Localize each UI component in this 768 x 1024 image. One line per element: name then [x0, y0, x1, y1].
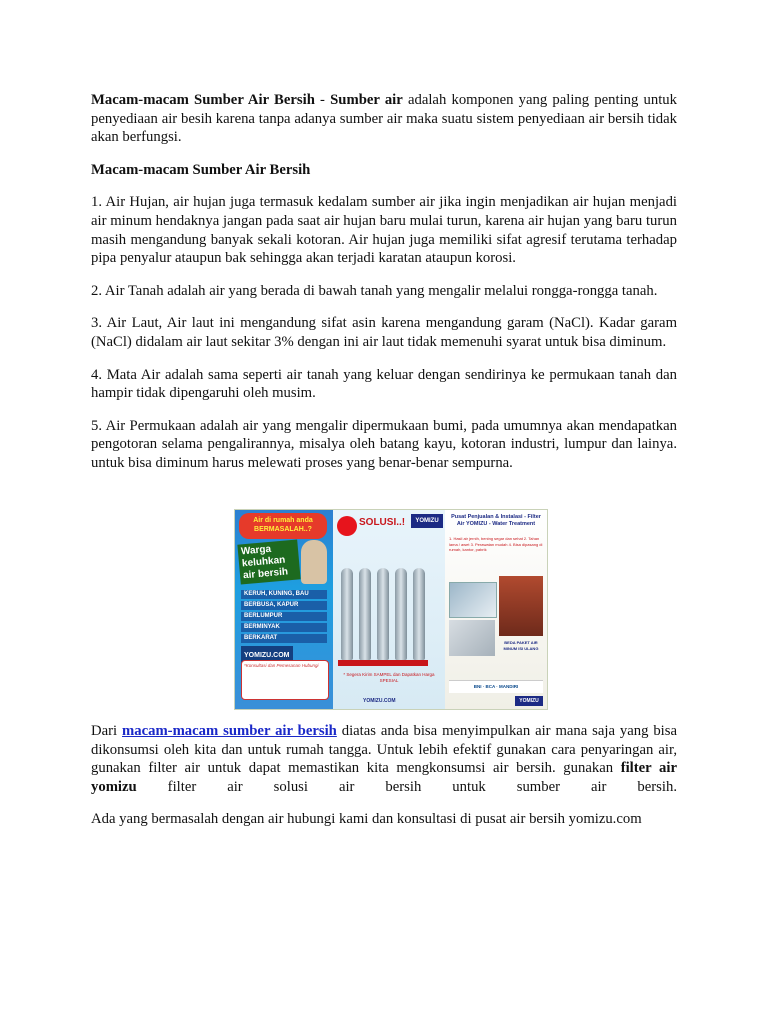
list-item-mata-air: 4. Mata Air adalah sama seperti air tanah yang keluar dengan sendirinya ke permukaan tanah dan hampir tidak dipengaruhi oleh musim. [91, 366, 677, 402]
list-item-air-permukaan: 5. Air Permukaan adalah air yang mengalir dipermukaan bumi, pada umumnya akan mendapatkan pengotoran selama pengalirannya, misalya oleh batang kayu, kotoran industri, lumpur dan lainya. untuk bisa diminum harus melewati proses yang benar-benar sempurna. [91, 417, 677, 471]
tank-label [392, 660, 410, 666]
ad-brand-logo: YOMIZU [411, 514, 443, 528]
ad-note-box [241, 660, 329, 700]
filter-tank-icon [359, 568, 371, 660]
ad-problem-item: BERMINYAK [241, 623, 327, 632]
contact-line: Ada yang bermasalah dengan air hubungi kami dan konsultasi di pusat air bersih yomizu.com [91, 811, 642, 828]
intro-text: adalah komponen yang paling penting untuk penyediaan air besih karena tanpa adanya sumber air maka suatu sistem penyediaan air bersih tidak akan berfungsi. [91, 92, 677, 146]
person-illustration [301, 540, 327, 584]
advertisement-image [234, 509, 548, 710]
sumber-air-link[interactable]: macam-macam sumber air bersih [122, 723, 337, 739]
section-heading: Macam-macam Sumber Air Bersih [91, 161, 311, 178]
intro-title: Macam-macam Sumber Air Bersih [91, 92, 315, 108]
intro-separator: - [314, 92, 331, 108]
tank-label [356, 660, 374, 666]
ad-brand-logo-right: YOMIZU [515, 696, 543, 706]
closing-lead: Dari [91, 723, 122, 739]
ad-problem-item: BERLUMPUR [241, 612, 327, 621]
ad-middle-panel [333, 510, 445, 709]
ad-problem-item: BERKARAT [241, 634, 327, 643]
ad-bubble: Air di rumah anda BERMASALAH..? [239, 513, 327, 539]
intro-term: Sumber air [330, 92, 403, 108]
intro-paragraph [91, 91, 677, 147]
ad-right-panel [445, 510, 547, 709]
list-item-air-tanah: 2. Air Tanah adalah air yang berada di bawah tanah yang mengalir melalui rongga-rongga tanah. [91, 282, 658, 299]
product-photo [449, 620, 495, 656]
filter-tank-icon [413, 568, 425, 660]
ad-middle-footer: * Segera Kirim SAMPEL dan Dapatkan Harga SPESIAL [343, 672, 435, 683]
filter-tank-icon [395, 568, 407, 660]
list-item-air-laut: 3. Air Laut, Air laut ini mengandung sifat asin karena mengandung garam (NaCl). Kadar garam (NaCl) didalam air laut sekitar 3% dengan ini air laut tidak memenuhi syarat untuk bisa diminum. [91, 315, 677, 350]
ad-problem-item: BERBUSA, KAPUR [241, 601, 327, 610]
product-photo [449, 582, 497, 618]
ad-solusi: SOLUSI..! [359, 517, 406, 528]
closing-tail: filter air solusi air bersih untuk sumber air bersih. [136, 778, 677, 795]
tank-label [410, 660, 428, 666]
ad-note-text: *Konsultasi dan Pemesanan Hubungi [244, 663, 319, 668]
closing-brand: filter air yomizu [91, 760, 677, 795]
article-body [91, 91, 677, 487]
list-item-air-hujan: 1. Air Hujan, air hujan juga termasuk kedalam sumber air jika ingin menjadikan air hujan menjadi air minum hendaknya jangan pada saat air hujan baru mulai turun, karena air hujan yang baru turun masih mengandung banyak sekali kotoran. Air hujan juga memiliki sifat agresif terutama terhadap pipa penyalur ataupun bak sehingga akan terjadi karatan ataupun korosi. [91, 194, 677, 267]
article-closing [91, 722, 677, 843]
closing-text: diatas anda bisa menyimpulkan air mana saja yang bisa dikonsumsi oleh kita dan untuk rumah tangga. Untuk lebih efektif gunakan cara penyaringan air, gunakan filter air untuk dapat memastikan kita mengkonsumsi air bersih. gunakan [91, 723, 677, 777]
ad-right-title: Pusat Penjualan & Instalasi - Filter Air YOMIZU - Water Treatment [451, 514, 541, 527]
filter-tank-icon [377, 568, 389, 660]
ad-warga-banner: Warga keluhkan air bersih [237, 539, 300, 584]
ad-problem-list [241, 590, 327, 645]
closing-paragraph [91, 722, 677, 796]
badge-icon [337, 516, 357, 536]
bank-logos: BNI · BCA · MANDIRI [449, 680, 543, 693]
ad-left-panel [235, 510, 333, 709]
ad-right-list: 1. Hasil air jernih, bening segar dan sehat 2. Tahan lama / awet 3. Perawatan mudah 4. Bisa dipasang di rumah, kantor, pabrik [449, 536, 543, 552]
tank-label [338, 660, 356, 666]
tank-label [374, 660, 392, 666]
filter-tank-icon [341, 568, 353, 660]
ad-problem-item: KERUH, KUNING, BAU [241, 590, 327, 599]
installation-photo [499, 576, 543, 636]
ad-url-left: YOMIZU.COM [241, 646, 293, 667]
ad-url-middle: YOMIZU.COM [363, 698, 396, 704]
ad-right-promo: BEDA PAKET AIR MINUM ISI ULANG [503, 640, 539, 651]
